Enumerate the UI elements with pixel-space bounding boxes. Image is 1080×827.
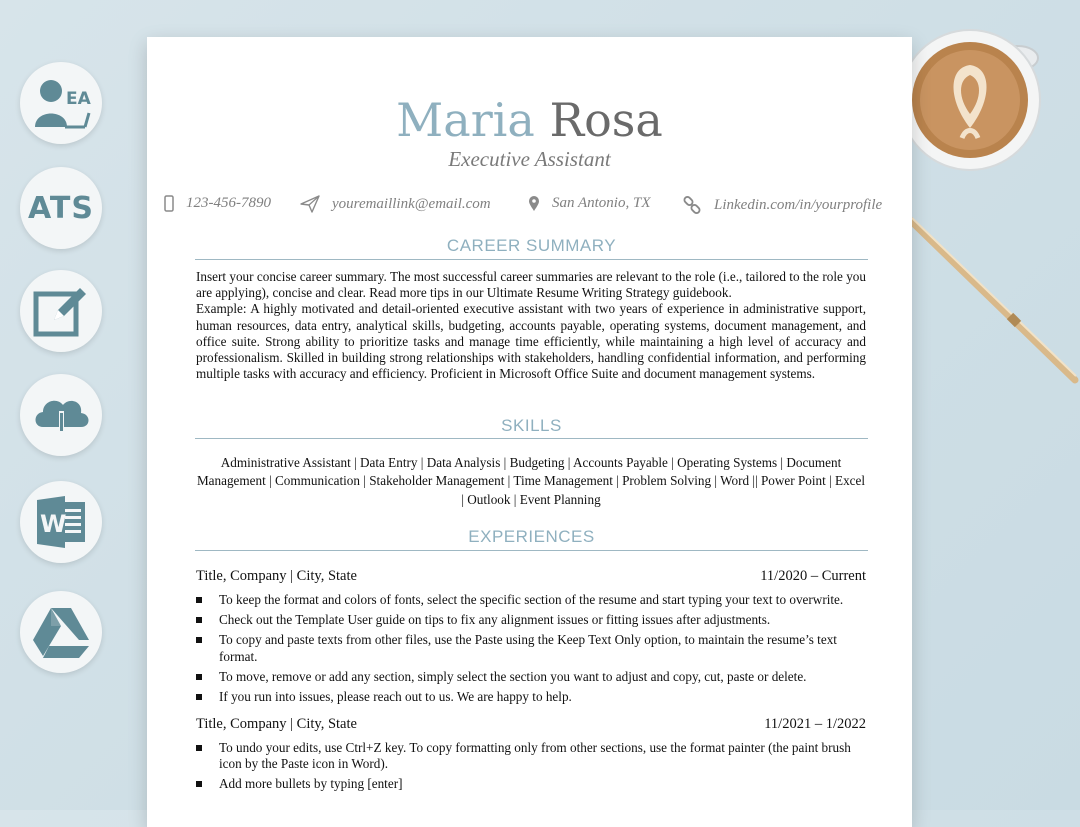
word-letter: W [40, 510, 67, 538]
bullet-item: Add more bullets by typing [enter] [196, 776, 872, 792]
job-heading [196, 716, 866, 733]
job-title-company: Title, Company | City, State [196, 568, 357, 584]
paper-plane-icon [300, 195, 320, 213]
ats-icon: ATS [28, 190, 94, 226]
job-title: Executive Assistant [448, 147, 611, 171]
feature-edit [20, 270, 102, 352]
summary-intro: Insert your concise career summary. The most successful career summaries are relevant to the role (i.e., tailored to the role you are applying), concise and clear. Read more tips in our Ultimate Resume Writing Strategy guidebook. [196, 269, 866, 301]
section-heading-experiences: EXPERIENCES [468, 527, 595, 546]
bullet-item: If you run into issues, please reach out to us. We are happy to help. [196, 689, 872, 705]
resume-name [147, 92, 912, 148]
job-bullets [196, 592, 872, 709]
cloud-download-icon [29, 385, 93, 445]
ea-label: EA [66, 89, 91, 109]
link-icon [682, 195, 702, 215]
section-heading-skills: SKILLS [501, 416, 562, 435]
section-divider [195, 550, 868, 551]
contact-phone [164, 195, 271, 212]
bullet-item: To keep the format and colors of fonts, select the specific section of the resume and start typing your text to overwrite. [196, 592, 872, 608]
location-text: San Antonio, TX [552, 195, 651, 211]
job-dates: 11/2021 – 1/2022 [764, 716, 866, 732]
email-text: youremaillink@email.com [332, 195, 491, 212]
location-pin-icon [528, 195, 540, 212]
word-icon [31, 492, 91, 552]
phone-icon [164, 195, 174, 212]
linkedin-text: Linkedin.com/in/yourprofile [714, 196, 883, 213]
ea-user-icon [29, 71, 93, 135]
feature-ea-user [20, 62, 102, 144]
summary-example: Example: A highly motivated and detail-oriented executive assistant with two years of experience in administrative support, human resources, data entry, analytical skills, budgeting, accounts payable, operating systems, document management, and office suite. Strong ability to prioritize tasks and manage time efficiently, while maintaining a high level of accuracy and professionalism. Skilled in building strong relationships with stakeholders, handling confidential information, and performing multiple tasks with accuracy and efficiency. Proficient in Microsoft Office Suite and document management systems. [196, 301, 866, 382]
section-divider [195, 438, 868, 439]
contact-bar [147, 189, 912, 219]
bullet-item: To undo your edits, use Ctrl+Z key. To copy formatting only from other sections, use the format painter (the paint brush icon by the Paste icon in Word). [196, 740, 872, 772]
job-title-company: Title, Company | City, State [196, 716, 357, 732]
job-dates: 11/2020 – Current [760, 568, 866, 584]
phone-text: 123-456-7890 [186, 195, 271, 211]
section-divider [195, 259, 868, 260]
last-name: Rosa [549, 93, 663, 147]
feature-ats [20, 167, 102, 249]
feature-cloud-download [20, 374, 102, 456]
job-heading [196, 568, 866, 585]
contact-linkedin [682, 195, 882, 215]
coffee-cup-decoration [890, 10, 1050, 190]
bullet-item: To move, remove or add any section, simply select the section you want to adjust and copy, cut, paste or delete. [196, 669, 872, 685]
career-summary [196, 269, 866, 382]
job-bullets [196, 740, 872, 797]
contact-location [528, 195, 650, 212]
resume-page [147, 37, 912, 827]
google-drive-icon [29, 602, 93, 662]
bullet-item: Check out the Template User guide on tips to fix any alignment issues or fitting issues after adjustments. [196, 612, 872, 628]
skills-list: Administrative Assistant | Data Entry | Data Analysis | Budgeting | Accounts Payable | Operating Systems | Document Management | Communication | Stakeholder Management | Time Management | Problem Solving | Word || Power Point | Excel | Outlook | Event Planning [196, 455, 866, 507]
feature-word [20, 481, 102, 563]
feature-google-drive [20, 591, 102, 673]
contact-email [300, 195, 491, 213]
bullet-item: To copy and paste texts from other files, use the Paste using the Keep Text Only option, to maintain the resume’s text format. [196, 632, 872, 664]
pen-decoration [900, 210, 1080, 400]
section-heading-summary: CAREER SUMMARY [446, 236, 617, 255]
edit-icon [30, 280, 92, 342]
first-name: Maria [396, 93, 535, 147]
